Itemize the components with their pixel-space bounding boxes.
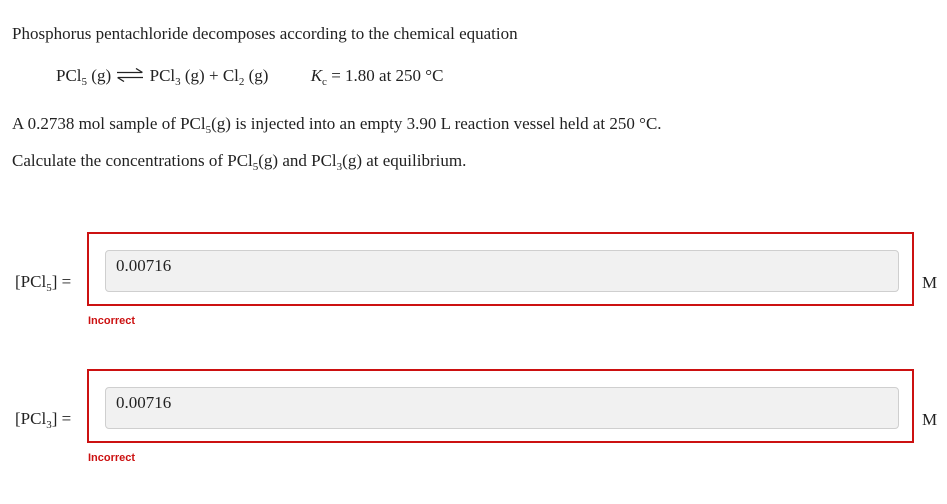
pcl5-status-incorrect: Incorrect	[88, 315, 136, 327]
product1-phase: (g)	[184, 66, 205, 85]
equilibrium-constant: $K_c = 1.80$ at 250 °C	[310, 66, 444, 88]
product2-formula: $Cl_2$	[222, 66, 245, 88]
pcl3-unit: M	[922, 410, 938, 429]
pcl3-input[interactable]: 0.00716	[105, 387, 899, 429]
pcl3-status-incorrect: Incorrect	[88, 452, 136, 464]
product2-phase: (g)	[248, 66, 269, 85]
plus-sign: +	[208, 66, 219, 85]
pcl3-label: [PCl$_3$] =	[15, 409, 72, 431]
pcl5-unit: M	[922, 273, 938, 292]
pcl5-label: [PCl$_5$] =	[15, 272, 72, 294]
chemical-equation	[56, 66, 443, 86]
calculate-prompt: Calculate the concentrations of PCl$_5$(g) and PCl$_3$(g) at equilibrium.	[12, 151, 467, 173]
product1-formula: PCl$_3$	[149, 66, 181, 88]
pcl5-answer-box	[87, 232, 914, 306]
question-intro: Phosphorus pentachloride decomposes according to the chemical equation	[12, 24, 518, 43]
pcl3-answer-box	[87, 369, 914, 443]
pcl5-input[interactable]: 0.00716	[105, 250, 899, 292]
reactant-formula: PCl$_5$	[56, 66, 88, 88]
reactant-phase: (g)	[91, 66, 112, 85]
sample-statement: A 0.2738 mol sample of PCl$_5$(g) is injected into an empty 3.90 L reaction vessel held at 250 °C.	[12, 114, 662, 136]
equilibrium-arrow-icon	[116, 68, 144, 82]
